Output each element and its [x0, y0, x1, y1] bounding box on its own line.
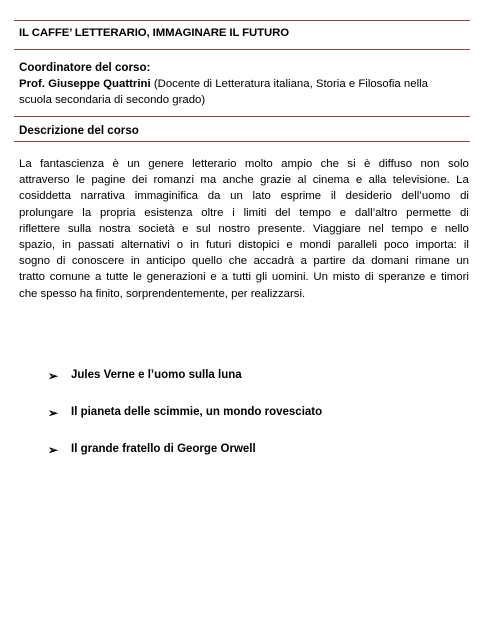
title-rule: [14, 49, 470, 50]
description-line: riflettere sulla nostra società e sul nostro presente. Viaggiare nel tempo e nello: [19, 222, 469, 235]
topic-label: Il grande fratello di George Orwell: [71, 443, 256, 455]
description-heading: Descrizione del corso: [19, 124, 139, 137]
coordinator-info: [19, 76, 469, 108]
coordinator-name: Prof. Giuseppe Quattrini: [19, 78, 151, 90]
coordinator-heading: Coordinatore del corso:: [19, 61, 151, 74]
description-line: tratto comune a tutte le generazioni e a tutti gli uomini. Un misto di speranze e timori: [19, 271, 469, 284]
description-body: [19, 156, 469, 302]
coordinator-role-line2: scuola secondaria di secondo grado): [19, 94, 206, 106]
coordinator-rule: [14, 116, 470, 117]
description-line: prolungare la propria esistenza oltre i limiti del tempo e dall’altro permette di: [19, 206, 469, 219]
arrow-bullet-icon: ➢: [48, 369, 59, 383]
topic-label: Jules Verne e l’uomo sulla luna: [71, 369, 242, 381]
description-line: La fantascienza è un genere letterario molto ampio che si è diffuso non solo: [19, 158, 469, 170]
description-line: sogno di conoscere in anticipo quello che accadrà a partire da domani rimane un: [19, 255, 469, 268]
description-line: cosiddetta narrativa immaginifica da un lato esprime il desiderio dell’uomo di: [19, 190, 469, 203]
arrow-bullet-icon: ➢: [48, 443, 59, 457]
description-line: spazio, in passati alternativi o in futuri distopici e mondi paralleli poco importa: il: [19, 238, 469, 251]
coordinator-role-line1: (Docente di Letteratura italiana, Storia e Filosofia nella: [153, 78, 428, 90]
top-rule: [14, 20, 470, 21]
description-rule: [14, 141, 470, 142]
topic-label: Il pianeta delle scimmie, un mondo rovesciato: [71, 406, 323, 418]
description-line: che spesso ha finito, sorprendentemente, per realizzarsi.: [19, 287, 306, 300]
course-title: IL CAFFE’ LETTERARIO, IMMAGINARE IL FUTURO: [19, 27, 290, 39]
arrow-bullet-icon: ➢: [48, 406, 59, 420]
description-line: attraverso le pagine dei romanzi ma anche grazie al cinema e alla televisione. La: [19, 174, 469, 187]
